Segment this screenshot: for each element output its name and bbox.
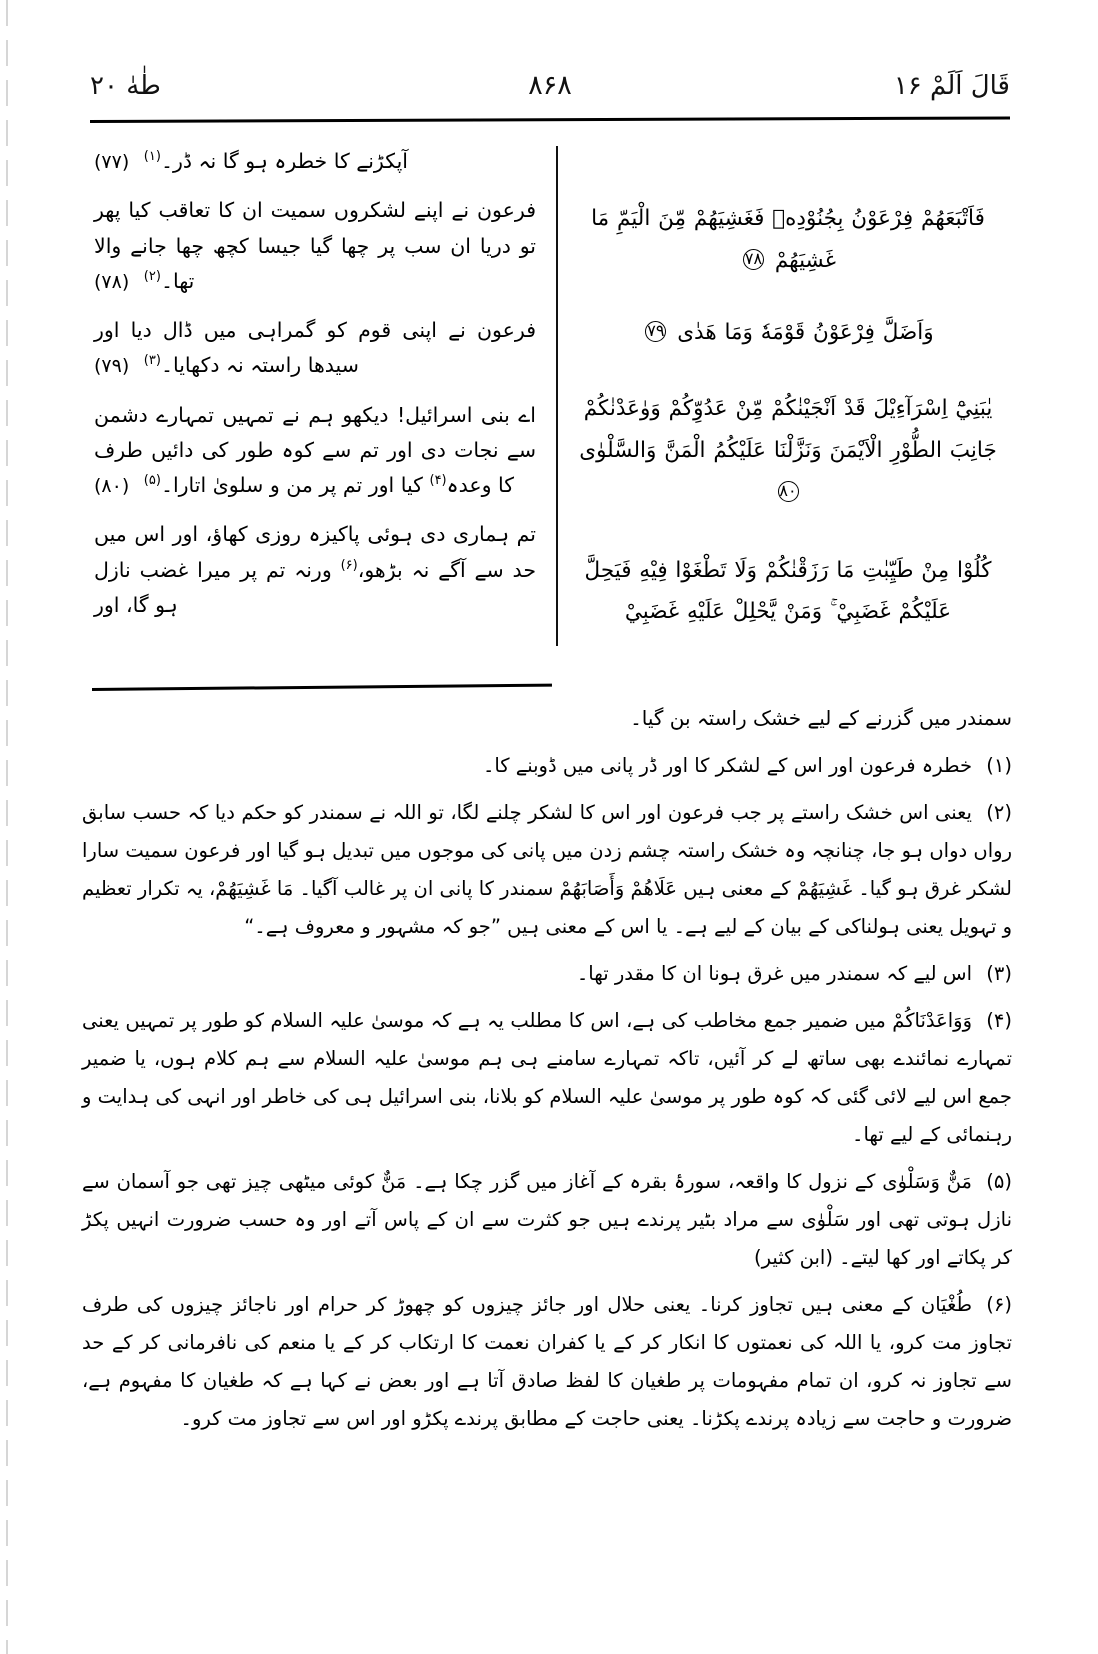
column-divider [556, 146, 558, 646]
ayah-81-text: كُلُوْا مِنْ طَيِّبٰتِ مَا رَزَقْنٰكُمْ وَلَا تَطْغَوْا فِيْهِ فَيَحِلَّ عَلَيْكُمْ غَضَبِيْ ۚ وَمَنْ يَّحْلِلْ عَلَيْهِ غَضَبِيْ [584, 557, 992, 625]
urdu-line-79-verse-number: (۷۹) [94, 355, 130, 378]
ayah-79 [566, 312, 1010, 354]
juz-label: قَالَ اَلَمْ ۱۶ [893, 71, 1010, 101]
footnote-item-4 [82, 1002, 1012, 1154]
scripture-block [90, 140, 1010, 660]
urdu-line-77-footnote-ref: (۱) [143, 149, 161, 165]
ayah-79-number: ۷۹ [647, 320, 665, 340]
footnote-2-text: یعنی اس خشک راستے پر جب فرعون اور اس کا لشکر چلنے لگا، تو اللہ نے سمندر کو حکم دیا کہ حسب سابق رواں دواں ہو جا، چنانچہ وہ خشک راستہ چشم زدن میں پانی کی موجوں میں تبدیل ہو گیا اور فرعون سمیت سارا لشکر غرق ہو گیا۔ غَشِيَهُمْ کے معنی ہیں عَلَاهُمْ وَأَصَابَهُمْ سمندر کا پانی ان پر غالب آگیا۔ مَا غَشِيَهُمْ، یہ تکرار تعظیم و تہویل یعنی ہولناکی کے بیان کے لیے ہے۔ یا اس کے معنی ہیں ”جو کہ مشہور و معروف ہے۔“ [82, 801, 1012, 939]
ayah-80 [566, 388, 1010, 514]
footnote-1-text: خطرہ فرعون اور اس کے لشکر کا اور ڈر پانی میں ڈوبنے کا۔ [482, 754, 972, 777]
ayah-78-number: ۷۸ [744, 248, 763, 268]
footnote-item-5 [82, 1163, 1012, 1277]
urdu-line-81-text: تم ہماری دی ہوئی پاکیزہ روزی کھاؤ، اور اس میں حد سے آگے نہ بڑھو، [94, 522, 536, 582]
footnote-4-text: وَوَاعَدْنَاكُمْ میں ضمیر جمع مخاطب کی ہے، اس کا مطلب یہ ہے کہ موسیٰ علیہ السلام کو طور پر تمہیں یعنی تمہارے نمائندے بھی ساتھ لے کر آئیں، تاکہ تمہارے سامنے ہی ہم موسیٰ علیہ السلام سے ہم کلام ہوں، یا ضمیر جمع اس لیے لائی گئی کہ کوہ طور پر موسیٰ علیہ السلام کو بلانا، بنی اسرائیل ہی کی خاطر اور انہی کی ہدایت و رہنمائی کے لیے تھا۔ [82, 1009, 1012, 1147]
footnote-3-marker: (۳) [986, 962, 1012, 986]
footnote-6-marker: (۶) [986, 1293, 1012, 1317]
ayah-80-text: يٰبَنِيْٓ اِسْرَآءِيْلَ قَدْ اَنْجَيْنٰكُمْ مِّنْ عَدُوِّكُمْ وَوٰعَدْنٰكُمْ جَانِبَ الطُّوْرِ الْاَيْمَنَ وَنَزَّلْنَا عَلَيْكُمُ الْمَنَّ وَالسَّلْوٰى [579, 395, 997, 463]
footnote-6-text: طُغْيَان کے معنی ہیں تجاوز کرنا۔ یعنی حلال اور جائز چیزوں کو چھوڑ کر حرام اور ناجائز چیزوں کی طرف تجاوز مت کرو، یا اللہ کی نعمتوں کا انکار کر کے یا کفران نعمت کا ارتکاب کر کے یا منعم کی نافرمانی کر کے حد سے تجاوز نہ کرو، ان تمام مفہومات پر طغیان کا لفظ صادق آتا ہے اور بعض نے کہا ہے کہ طغیان کا مفہوم ہے، ضرورت و حاجت سے زیادہ پرندے پکڑنا۔ یعنی حاجت کے مطابق پرندے پکڑو اور اس سے تجاوز مت کرو۔ [82, 1293, 1012, 1431]
footnote-5-marker: (۵) [986, 1170, 1012, 1194]
surah-label: طٰهٰ ۲۰ [90, 71, 161, 101]
urdu-line-81-text2: ورنہ تم پر میرا غضب نازل ہو گا، اور [94, 557, 332, 617]
ayah-81 [566, 550, 1010, 634]
urdu-line-80-text2: کیا اور تم پر من و سلویٰ اتارا۔ [160, 473, 423, 497]
urdu-line-78 [90, 193, 536, 299]
footnote-5-text: مَنٌّ وَسَلْوٰى کے نزول کا واقعہ، سورۂ بقرہ کے آغاز میں گزر چکا ہے۔ مَنٌّ کوئی میٹھی چیز تھی جو آسمان سے نازل ہوتی تھی اور سَلْوٰى سے مراد بٹیر پرندے ہیں جو کثرت سے ان کے پاس آتے اور وہ حسب ضرورت انہیں پکڑ کر پکاتے اور کھا لیتے۔ (ابن کثیر) [82, 1170, 1012, 1270]
urdu-line-79 [90, 313, 536, 384]
footnote-1-marker: (۱) [986, 754, 1012, 777]
footnote-item-3 [82, 955, 1012, 993]
footnote-2-marker: (۲) [986, 801, 1012, 825]
footnotes-block [82, 700, 1012, 1447]
footnote-item-1 [82, 747, 1012, 785]
urdu-line-77-verse-number: (۷۷) [94, 151, 130, 173]
urdu-line-78-text: فرعون نے اپنے لشکروں سمیت ان کا تعاقب کیا پھر تو دریا ان سب پر چھا گیا جیسا کچھ چھا جانے والا تھا۔ [94, 198, 536, 293]
urdu-line-80-text: اے بنی اسرائیل! دیکھو ہم نے تمہیں تمہارے دشمن سے نجات دی اور تم سے کوہ طور کی دائیں طرف کا وعدہ [94, 402, 536, 497]
ayah-79-text: وَاَضَلَّ فِرْعَوْنُ قَوْمَهٗ وَمَا هَدٰى [677, 319, 934, 345]
page-number: ۸۶۸ [528, 70, 572, 101]
footnote-item-2 [82, 794, 1012, 946]
arabic-verse-column [566, 140, 1010, 633]
urdu-line-81 [90, 517, 536, 623]
urdu-line-77 [90, 144, 536, 179]
ayah-78 [566, 198, 1010, 282]
urdu-line-80 [90, 398, 536, 504]
urdu-translation-column [90, 140, 536, 637]
urdu-line-80-verse-number: (۸۰) [94, 475, 130, 497]
urdu-line-79-footnote-ref: (۳) [143, 353, 161, 369]
urdu-line-79-text: فرعون نے اپنی قوم کو گمراہی میں ڈال دیا اور سیدھا راستہ نہ دکھایا۔ [94, 318, 536, 378]
urdu-line-80-footnote-ref: (۴) [429, 473, 447, 489]
footnote-intro-line: سمندر میں گزرنے کے لیے خشک راستہ بن گیا۔ [630, 706, 1012, 730]
ayah-80-number: ۸۰ [779, 480, 797, 500]
urdu-line-81-footnote-ref: (۶) [340, 557, 358, 573]
urdu-line-80-footnote-ref2: (۵) [143, 473, 161, 489]
urdu-line-78-footnote-ref: (۲) [143, 268, 161, 284]
urdu-line-78-verse-number: (۷۸) [94, 270, 130, 293]
footnote-item-6 [82, 1286, 1012, 1438]
footnote-divider-rule [92, 684, 552, 691]
footnote-4-marker: (۴) [986, 1009, 1012, 1033]
urdu-line-77-text: آپکڑنے کا خطرہ ہو گا نہ ڈر۔ [160, 149, 408, 173]
footnote-3-text: اس لیے کہ سمندر میں غرق ہونا ان کا مقدر تھا۔ [576, 962, 972, 986]
ayah-78-text: فَاَتْبَعَهُمْ فِرْعَوْنُ بِجُنُوْدِهٖ فَغَشِيَهُمْ مِّنَ الْيَمِّ مَا غَشِيَهُمْ [591, 206, 985, 273]
scan-edge-artifact [6, 0, 8, 1654]
page-header [90, 62, 1010, 118]
